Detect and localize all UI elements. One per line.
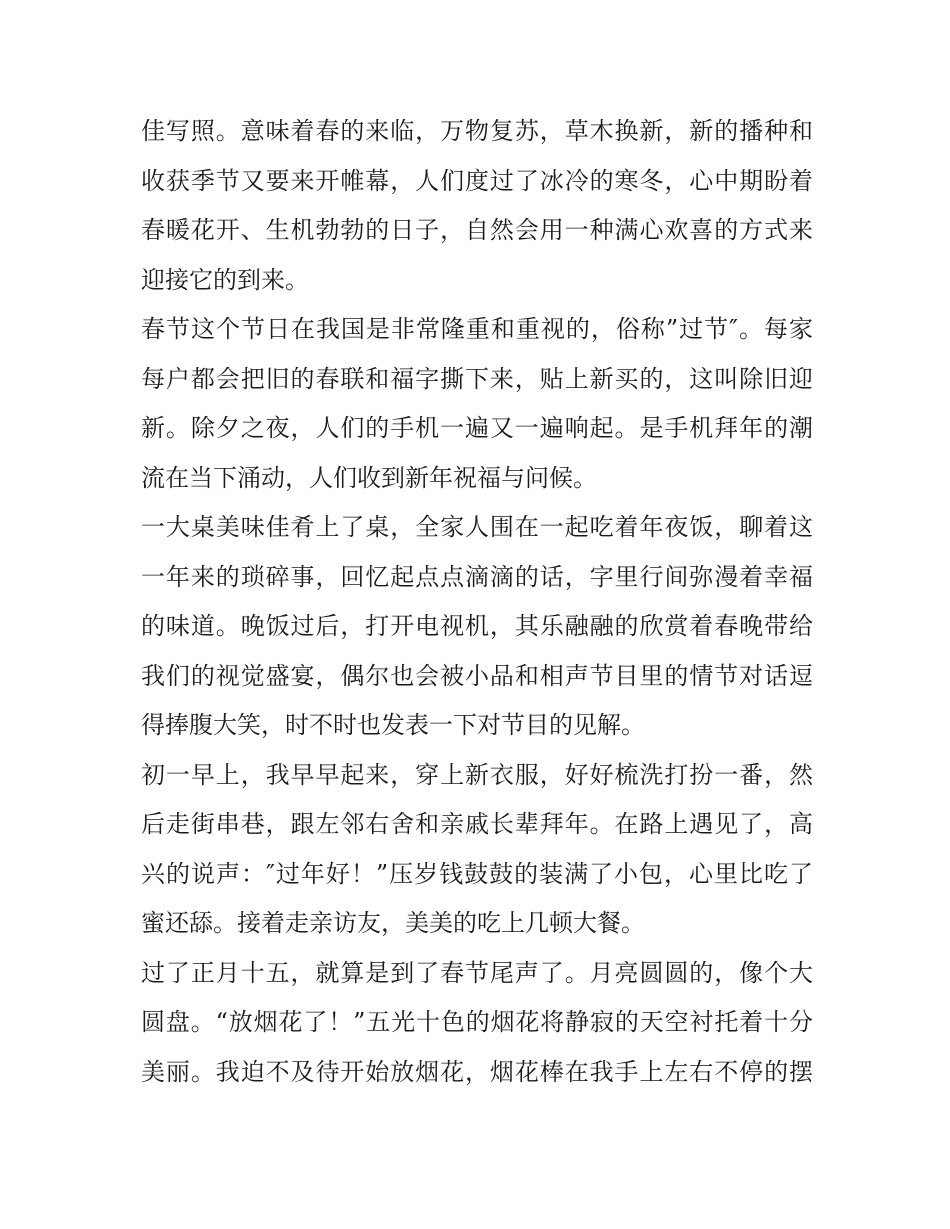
paragraph-4-line-3: 兴的说声：″过年好！”压岁钱鼓鼓的装满了小包，心里比吃了 xyxy=(141,859,813,888)
paragraph-3-line-5: 得捧腹大笑，时不时也发表一下对节目的见解。 xyxy=(141,711,645,739)
paragraph-1-line-3: 春暖花开、生机勃勃的日子，自然会用一种满心欢喜的方式来 xyxy=(141,216,813,244)
paragraph-1-line-1: 佳写照。意味着春的来临，万物复苏，草木换新，新的播种和 xyxy=(141,117,813,145)
paragraph-4-line-4: 蜜还舔。接着走亲访友，美美的吃上几顿大餐。 xyxy=(141,909,645,937)
paragraph-2-line-1: 春节这个节日在我国是非常隆重和重视的，俗称”过节″。每家 xyxy=(141,315,813,343)
paragraph-1-line-2: 收获季节又要来开帷幕，人们度过了冰冷的寒冬，心中期盼着 xyxy=(141,166,813,195)
paragraph-5-line-2: 圆盘。“放烟花了！”五光十色的烟花将静寂的天空衬托着十分 xyxy=(141,1008,813,1036)
paragraph-5-line-3: 美丽。我迫不及待开始放烟花，烟花棒在我手上左右不停的摆 xyxy=(141,1057,813,1086)
paragraph-2-line-3: 新。除夕之夜，人们的手机一遍又一遍响起。是手机拜年的潮 xyxy=(141,414,813,442)
paragraph-4-line-2: 后走街串巷，跟左邻右舍和亲戚长辈拜年。在路上遇见了，高 xyxy=(141,810,813,838)
document-body xyxy=(141,107,813,1097)
paragraph-4-line-1: 初一早上，我早早起来，穿上新衣服，好好梳洗打扮一番，然 xyxy=(141,760,813,789)
paragraph-2-line-2: 每户都会把旧的春联和福字撕下来，贴上新买的，这叫除旧迎 xyxy=(141,364,813,393)
paragraph-5-line-1: 过了正月十五，就算是到了春节尾声了。月亮圆圆的，像个大 xyxy=(141,958,813,987)
paragraph-3-line-4: 我们的视觉盛宴，偶尔也会被小品和相声节目里的情节对话逗 xyxy=(141,661,813,690)
paragraph-3-line-2: 一年来的琐碎事，回忆起点点滴滴的话，字里行间弥漫着幸福 xyxy=(141,562,813,591)
paragraph-1-line-4: 迎接它的到来。 xyxy=(141,265,309,294)
paragraph-3-line-1: 一大桌美味佳肴上了桌，全家人围在一起吃着年夜饭，聊着这 xyxy=(141,513,813,541)
paragraph-3-line-3: 的味道。晚饭过后，打开电视机，其乐融融的欣赏着春晚带给 xyxy=(141,612,813,640)
paragraph-2-line-4: 流在当下涌动，人们收到新年祝福与问候。 xyxy=(141,463,597,492)
